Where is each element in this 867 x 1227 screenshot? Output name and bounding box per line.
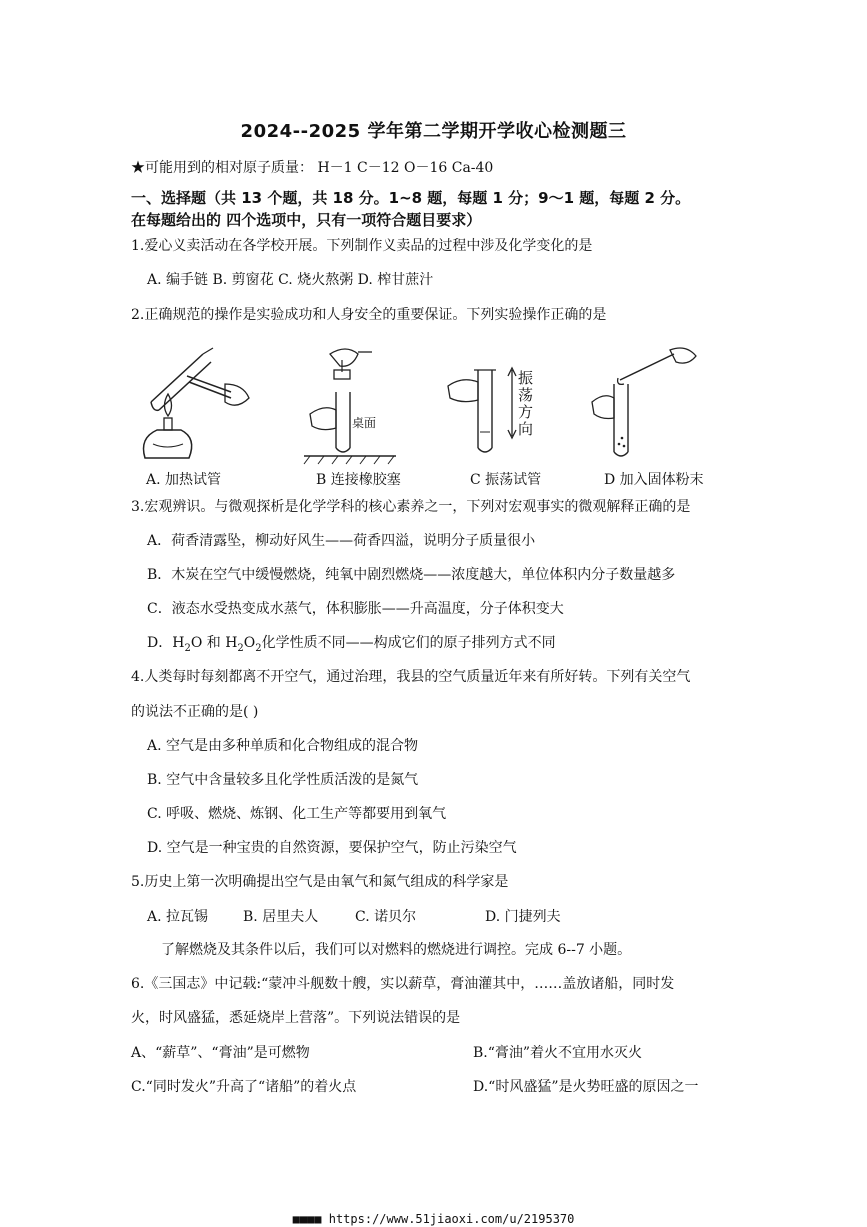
- fig-caption-c: C 振荡试管: [470, 472, 542, 488]
- q5-option-b: B. 居里夫人: [243, 909, 319, 925]
- page-title: 2024--2025 学年第二学期开学收心检测题三: [240, 121, 627, 142]
- q3-d-sub3: 2: [255, 642, 262, 654]
- q4-stem-line2: 的说法不正确的是( ): [131, 704, 259, 720]
- fig-caption-a: A. 加热试管: [146, 472, 222, 488]
- q6-7-intro: 了解燃烧及其条件以后，我们可以对燃料的燃烧进行调控。完成 6--7 小题。: [161, 942, 632, 958]
- q3-d-suffix: 化学性质不同——构成它们的原子排列方式不同: [261, 635, 556, 651]
- q1-stem: 1.爱心义卖活动在各学校开展。下列制作义卖品的过程中涉及化学变化的是: [131, 238, 593, 254]
- q4-option-a: A. 空气是由多种单质和化合物组成的混合物: [147, 738, 419, 754]
- q3-d-mid2: O: [243, 635, 256, 651]
- q6-option-a: A、“薪草”、“膏油”是可燃物: [131, 1045, 310, 1061]
- q3-d-sub1: 2: [184, 642, 191, 654]
- q3-option-a: A．荷香清露坠，柳动好风生——荷香四溢，说明分子质量很小: [147, 533, 536, 549]
- q5-stem: 5.历史上第一次明确提出空气是由氧气和氮气组成的科学家是: [131, 874, 509, 890]
- q4-option-c: C. 呼吸、燃烧、炼钢、化工生产等都要用到氧气: [147, 806, 447, 822]
- shake-char-2: 荡: [518, 386, 534, 404]
- shake-char-3: 方: [518, 403, 534, 421]
- q4-stem-line1: 4.人类每时每刻都离不开空气，通过治理，我县的空气质量近年来有所好转。下列有关空气: [131, 669, 691, 685]
- q4-option-b: B. 空气中含量较多且化学性质活泼的是氮气: [147, 772, 419, 788]
- q2-stem: 2.正确规范的操作是实验成功和人身安全的重要保证。下列实验操作正确的是: [131, 307, 607, 323]
- shake-direction-label: [518, 370, 533, 438]
- q5-option-c: C. 诺贝尔: [355, 909, 417, 925]
- footer-url[interactable]: ■■■■ https://www.51jiaoxi.com/u/2195370: [292, 1212, 575, 1226]
- q3-d-sub2: 2: [237, 642, 244, 654]
- q6-option-b: B.“膏油”着火不宜用水灭火: [473, 1045, 643, 1061]
- q6-stem-line1: 6.《三国志》中记载:“蒙冲斗舰数十艘，实以薪草，膏油灌其中，……盖放诸船，同时发: [131, 976, 675, 992]
- section-heading-line2: 在每题给出的 四个选项中，只有一项符合题目要求）: [131, 211, 482, 229]
- q3-option-c: C．液态水受热变成水蒸气，体积膨胀——升高温度，分子体积变大: [147, 601, 564, 617]
- q3-stem: 3.宏观辨识。与微观探析是化学学科的核心素养之一，下列对宏观事实的微观解释正确的是: [131, 499, 691, 515]
- fig-caption-d: D 加入固体粉末: [604, 472, 704, 488]
- q5-option-a: A. 拉瓦锡: [147, 909, 209, 925]
- q3-option-b: B．木炭在空气中缓慢燃烧，纯氧中剧烈燃烧——浓度越大，单位体积内分子数量越多: [147, 567, 676, 583]
- q5-option-d: D. 门捷列夫: [485, 909, 561, 925]
- shake-char-1: 振: [518, 369, 534, 387]
- rubber-stopper-figure: [300, 340, 400, 465]
- fig-caption-b: B 连接橡胶塞: [316, 472, 401, 488]
- section-heading-line1: 一、选择题（共 13 个题，共 18 分。1~8 题，每题 1 分；9～1 题，每题 2 分。: [131, 189, 691, 207]
- shaking-test-tube-figure: [440, 340, 520, 465]
- q3-d-mid: O 和 H: [190, 635, 238, 651]
- q6-option-d: D.“时风盛猛”是火势旺盛的原因之一: [473, 1079, 699, 1095]
- q3-d-prefix: D．H: [147, 635, 185, 651]
- atomic-mass-line: ★可能用到的相对原子质量： H－1 C－12 O－16 Ca-40: [131, 160, 494, 176]
- q6-stem-line2: 火，时风盛猛，悉延烧岸上营落”。下列说法错误的是: [131, 1010, 461, 1026]
- q6-option-c: C.“同时发火”升高了“诸船”的着火点: [131, 1079, 357, 1095]
- desk-label: 桌面: [352, 416, 377, 430]
- q1-options: A. 编手链 B. 剪窗花 C. 烧火熬粥 D. 榨甘蔗汁: [147, 272, 434, 288]
- adding-powder-figure: [590, 340, 705, 465]
- q3-option-d: [147, 633, 556, 659]
- heating-test-tube-figure: [133, 340, 258, 465]
- q4-option-d: D. 空气是一种宝贵的自然资源，要保护空气，防止污染空气: [147, 840, 517, 856]
- shake-char-4: 向: [518, 420, 534, 438]
